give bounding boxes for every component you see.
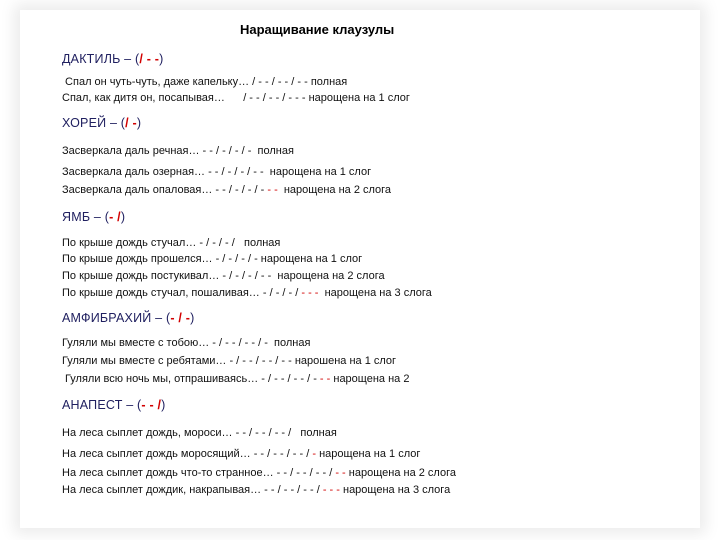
section-heading-anapest [62, 398, 166, 412]
added-syllables: - - [267, 184, 278, 196]
verse-line: По крыше дождь прошелся… - / - / - / - нарощена на 1 слог [62, 253, 363, 265]
verse-line: Засверкала даль речная… - - / - / - / - полная [62, 145, 294, 157]
verse-line [62, 484, 450, 496]
added-syllables: - [312, 448, 317, 460]
verse-line [62, 467, 456, 479]
verse-note: нарощена на 3 слога [318, 287, 432, 299]
section-heading-amphibrach [62, 311, 194, 325]
meter-scheme: / - - [139, 52, 160, 66]
verse-line: Спал он чуть-чуть, даже капельку… / - - / - - / - - полная [62, 76, 348, 88]
verse-line: По крыше дождь стучал… - / - / - / полная [62, 237, 281, 249]
page-title: Наращивание клаузулы [240, 22, 395, 37]
added-syllables: - - [335, 467, 346, 479]
section-label-close: ) [161, 398, 166, 412]
verse-text: На леса сыплет дождик, накрапывая… - - / - - / - - / [62, 484, 323, 496]
verse-text: По крыше дождь стучал, пошаливая… - / - / - / [62, 287, 302, 299]
meter-scheme: - / [109, 210, 121, 224]
verse-note: нарощена на 2 слога [277, 184, 392, 196]
section-label: АМФИБРАХИЙ – ( [62, 311, 171, 325]
verse-line [62, 373, 409, 385]
verse-line: На леса сыплет дождь, мороси… - - / - - / - - / полная [62, 427, 337, 439]
verse-text: На леса сыплет дождь моросящий… - - / - - / - - / [62, 448, 313, 460]
verse-line [62, 448, 420, 460]
added-syllables: - - [319, 373, 331, 385]
section-heading-trochee [62, 116, 141, 130]
section-heading-iamb [62, 210, 125, 224]
section-heading-dactyl [62, 52, 164, 66]
verse-note: нарощена на 2 [330, 373, 410, 385]
added-syllables: - - - [322, 484, 340, 496]
verse-line [62, 287, 432, 299]
verse-text: Засверкала даль опаловая… - - / - / - / - [62, 184, 268, 196]
meter-scheme: - / - [170, 311, 191, 325]
verse-line: По крыше дождь постукивал… - / - / - / - - нарощена на 2 слога [62, 270, 385, 282]
verse-line: Засверкала даль озерная… - - / - / - / - - нарощена на 1 слог [62, 166, 372, 178]
verse-line: Гуляли мы вместе с тобою… - / - - / - - / - полная [62, 337, 311, 349]
section-label-close: ) [136, 116, 142, 130]
added-syllables: - - - [301, 287, 319, 299]
verse-text: Гуляли всю ночь мы, отпрашиваясь… - / - - / - - / - [62, 373, 320, 385]
verse-note: нарощена на 1 слог [316, 448, 421, 460]
section-label-close: ) [120, 210, 126, 224]
verse-note: нарощена на 2 слога [345, 467, 456, 479]
verse-line [62, 184, 391, 196]
meter-scheme: - - / [141, 398, 162, 412]
section-label: ДАКТИЛЬ – ( [62, 52, 140, 66]
section-label-close: ) [190, 311, 195, 325]
verse-text: На леса сыплет дождь что-то странное… - - / - - / - - / [62, 467, 336, 479]
section-label: ХОРЕЙ – ( [62, 116, 126, 130]
meter-scheme: / - [125, 116, 137, 130]
section-label-close: ) [159, 52, 164, 66]
verse-line: Спал, как дитя он, посапывая… / - - / - - / - - - нарощена на 1 слог [62, 92, 410, 104]
verse-line: Гуляли мы вместе с ребятами… - / - - / - - / - - нарошена на 1 слог [62, 355, 397, 367]
section-label: ЯМБ – ( [62, 210, 110, 224]
verse-note: нарощена на 3 слога [339, 484, 451, 496]
section-label: АНАПЕСТ – ( [62, 398, 142, 412]
